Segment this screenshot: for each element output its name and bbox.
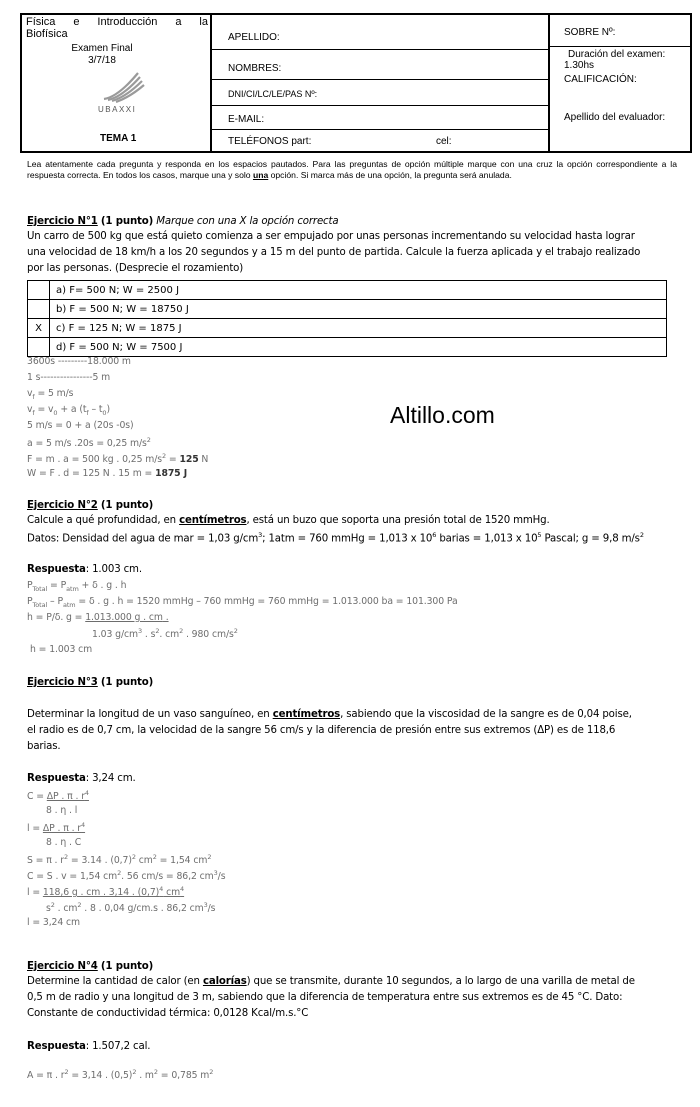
duration-label: Duración del examen: (568, 49, 666, 60)
ex3-text-line1: Determinar la longitud de un vaso sanguíneo, en centímetros, sabiendo que la viscosidad de la sangre es de 0,04 poise, (27, 709, 632, 720)
option-mark[interactable] (28, 300, 50, 319)
duration-value: 1.30hs (564, 60, 595, 71)
ex3-work-line3: l = ΔP . π . $r^4$ (27, 821, 86, 835)
ex4-text-line3: Constante de conductividad térmica: 0,0128 Kcal/m.s.°C (27, 1008, 309, 1019)
ex3-work-line4: 8 . η . C (46, 837, 82, 848)
ex2-text-line2: Datos: Densidad del agua de mar = 1,03 $g/cm^3$; 1atm = 760 mmHg = 1,013 x $10^6$ barias = 1,013 x $10^5$ Pascal; g = 9,8 $m/s^2$ (27, 531, 644, 545)
grading-cell (550, 15, 690, 151)
option-text: a) F= 500 N; W = 2500 J (50, 281, 667, 300)
exam-type: Examen Final (71, 43, 133, 54)
ex3-work-line6: C = S . v = 1,54 $cm^2$. 56 cm/s = 86,2 $cm^3/s$ (27, 869, 226, 883)
ex2-work-line2: $P_{Total} - P_{atm} = \delta$ . g . h = 1520 mmHg – 760 mmHg = 760 mmHg = 1.013.000 ba = 101.300 Pa (27, 596, 458, 609)
ex3-work-line2: 8 . η . l (46, 805, 78, 816)
ubaxxi-logo-icon (98, 69, 146, 103)
ex3-text-line2: el radio es de 0,7 cm, la velocidad de la sangre 56 cm/s y la diferencia de presión entre sus extremos (ΔP) es de 118,6 (27, 725, 616, 736)
ex1-work-line3: $v_f = 5$ m/s (27, 388, 74, 401)
ex2-answer: Respuesta: 1.003 cm. (27, 564, 142, 575)
course-info-cell (22, 15, 212, 151)
telefonos-label: TELÉFONOS part: (228, 136, 312, 147)
ex3-work-line9: l = 3,24 cm (27, 917, 81, 928)
calificacion-label: CALIFICACIÓN: (564, 74, 637, 85)
ex3-answer: Respuesta: 3,24 cm. (27, 773, 136, 784)
logo-text: UBAXXI (98, 105, 137, 114)
watermark: Altillo.com (390, 402, 495, 428)
ex3-work-line5: S = π . $r^2 = 3.14$ . $(0,7)^2$ $cm^2 = 1,54$ $cm^2$ (27, 853, 212, 867)
course-name-line1: Física e Introducción a la (26, 16, 208, 28)
ex3-work-line8: $s^2$ . $cm^2$ . 8 . 0,04 g/cm.s . 86,2 $cm^3/s$ (46, 901, 216, 915)
ex1-text-line1: Un carro de 500 kg que está quieto comienza a ser empujado por unas personas incrementando su velocidad hasta lograr (27, 231, 635, 242)
ex4-text-line2: 0,5 m de radio y una longitud de 3 m, sabiendo que la diferencia de temperatura entre sus extremos es de 45 °C. Dato: (27, 992, 623, 1003)
sobre-label: SOBRE Nº: (564, 27, 616, 38)
ex1-options-table (27, 280, 667, 357)
course-name-line2: Biofísica (26, 28, 68, 40)
apellido-label: APELLIDO: (228, 32, 280, 43)
ex1-work-line7: F = m . a = 500 kg . 0,25 $m/s^2 = 125$ N (27, 452, 209, 466)
ex3-work-line1: C = ΔP . π . $r^4$ (27, 789, 89, 803)
option-mark[interactable] (28, 338, 50, 357)
option-mark[interactable] (28, 281, 50, 300)
option-text: d) F = 500 N; W = 7500 J (50, 338, 667, 357)
ex3-heading: Ejercicio N°3 (1 punto) (27, 677, 154, 688)
ex1-work-line1: 3600s ---------18.000 m (27, 356, 131, 367)
option-text: b) F = 500 N; W = 18750 J (50, 300, 667, 319)
ex1-work-line2: 1 s----------------5 m (27, 372, 111, 383)
ex4-text-line1: Determine la cantidad de calor (en calorías) que se transmite, durante 10 segundos, a lo largo de una varilla de metal de (27, 976, 635, 987)
ex2-work-line4: 1.03 $g/cm^3$ . $s^2$. $cm^2$ . 980 $cm/s^2$ (92, 627, 238, 641)
ex4-answer: Respuesta: 1.507,2 cal. (27, 1041, 151, 1052)
exam-header-table (20, 13, 692, 153)
ex4-heading: Ejercicio N°4 (1 punto) (27, 961, 154, 972)
ex2-heading: Ejercicio N°2 (1 punto) (27, 500, 154, 511)
ex1-heading: Ejercicio N°1 (1 punto) Marque con una X la opción correcta (27, 216, 339, 227)
ex1-work-line6: a = 5 m/s .20s = 0,25 $m/s^2$ (27, 436, 151, 450)
option-row[interactable] (28, 338, 667, 357)
ex1-text-line3: por las personas. (Desprecie el rozamiento) (27, 263, 244, 274)
option-text: c) F = 125 N; W = 1875 J (50, 319, 667, 338)
ex3-text-line3: barias. (27, 741, 61, 752)
instructions-text: Lea atentamente cada pregunta y responda en los espacios pautados. Para las preguntas de opción múltiple marque con una cruz la opción correspondiente a la respuesta correcta. En todos los casos, marque una y solo una opción. Si marca más de una opción, la pregunta será anulada. (27, 159, 677, 180)
ex2-work-line3: h = P/δ. g = 1.013.000 g . cm . (27, 612, 169, 623)
evaluador-label: Apellido del evaluador: (564, 112, 666, 123)
ex1-work-line4: $v_f = v_0 + a$ $(t_f - t_0)$ (27, 404, 110, 417)
ex2-text-line1: Calcule a qué profundidad, en centímetros, está un buzo que soporta una presión total de 1520 mmHg. (27, 515, 550, 526)
option-row[interactable] (28, 281, 667, 300)
option-row[interactable] (28, 319, 667, 338)
ex4-work-line1: A = π . $r^2 = 3,14$ . $(0,5)^2$ . $m^2 = 0,785$ $m^2$ (27, 1068, 214, 1082)
option-mark[interactable]: X (28, 319, 50, 338)
dni-label: DNI/CI/LC/LE/PAS Nº: (228, 89, 318, 99)
ex1-text-line2: una velocidad de 18 km/h a los 20 segundos y a 15 m del punto de partida. Calcule la fuerza aplicada y el trabajo realizado (27, 247, 641, 258)
ex2-work-line5: h = 1.003 cm (30, 644, 93, 655)
exam-date: 3/7/18 (88, 55, 116, 66)
ex2-work-line1: $P_{Total} = P_{atm} + \delta$ . g . h (27, 580, 127, 593)
ex3-work-line7: l = 118,6 g . cm . 3,14 . $(0,7)^4$ $cm^4$ (27, 885, 185, 899)
theme-label: TEMA 1 (100, 133, 137, 144)
option-row[interactable] (28, 300, 667, 319)
cel-label: cel: (436, 136, 452, 147)
nombres-label: NOMBRES: (228, 63, 282, 74)
student-fields-cell (212, 15, 550, 151)
ex1-work-line5: 5 m/s = 0 + a (20s -0s) (27, 420, 134, 431)
email-label: E-MAIL: (228, 114, 265, 125)
ex1-work-line8: W = F . d = 125 N . 15 m = 1875 J (27, 468, 188, 479)
